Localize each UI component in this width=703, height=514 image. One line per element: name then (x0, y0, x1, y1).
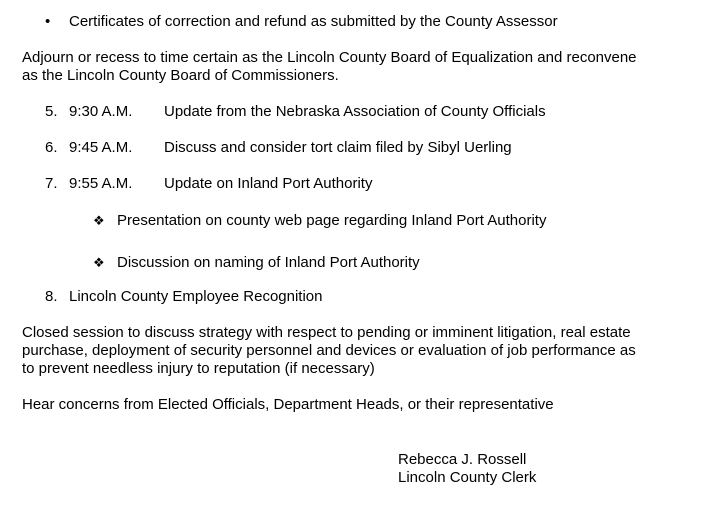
diamond-bullet-icon: ❖ (93, 255, 105, 270)
sub-item-text: Presentation on county web page regarding Inland Port Authority (117, 212, 547, 229)
signature-name: Rebecca J. Rossell (398, 451, 527, 468)
paragraph-line: Adjourn or recess to time certain as the Lincoln County Board of Equalization and reconvene (22, 49, 637, 66)
paragraph-line: to prevent needless injury to reputation (if necessary) (22, 360, 375, 377)
bullet-icon: • (45, 13, 51, 30)
item-description: Discuss and consider tort claim filed by Sibyl Uerling (164, 139, 512, 156)
paragraph-line: Closed session to discuss strategy with respect to pending or imminent litigation, real estate (22, 324, 631, 341)
hear-concerns-paragraph: Hear concerns from Elected Officials, Department Heads, or their representative (22, 396, 554, 413)
item-number: 6. (45, 139, 58, 156)
item-time: 9:30 A.M. (69, 103, 133, 120)
item-number: 5. (45, 103, 58, 120)
diamond-bullet-icon: ❖ (93, 213, 105, 228)
paragraph-line: as the Lincoln County Board of Commissioners. (22, 67, 339, 84)
sub-item-text: Discussion on naming of Inland Port Authority (117, 254, 420, 271)
item-number: 7. (45, 175, 58, 192)
item-number: 8. (45, 288, 58, 305)
item-description: Update on Inland Port Authority (164, 175, 373, 192)
signature-title: Lincoln County Clerk (398, 469, 537, 486)
item-time: 9:45 A.M. (69, 139, 133, 156)
item-time: 9:55 A.M. (69, 175, 133, 192)
bullet-text: Certificates of correction and refund as submitted by the County Assessor (69, 13, 558, 30)
item-description: Update from the Nebraska Association of County Officials (164, 103, 546, 120)
paragraph-line: purchase, deployment of security personnel and devices or evaluation of job performance as (22, 342, 636, 359)
item-description: Lincoln County Employee Recognition (69, 288, 323, 305)
